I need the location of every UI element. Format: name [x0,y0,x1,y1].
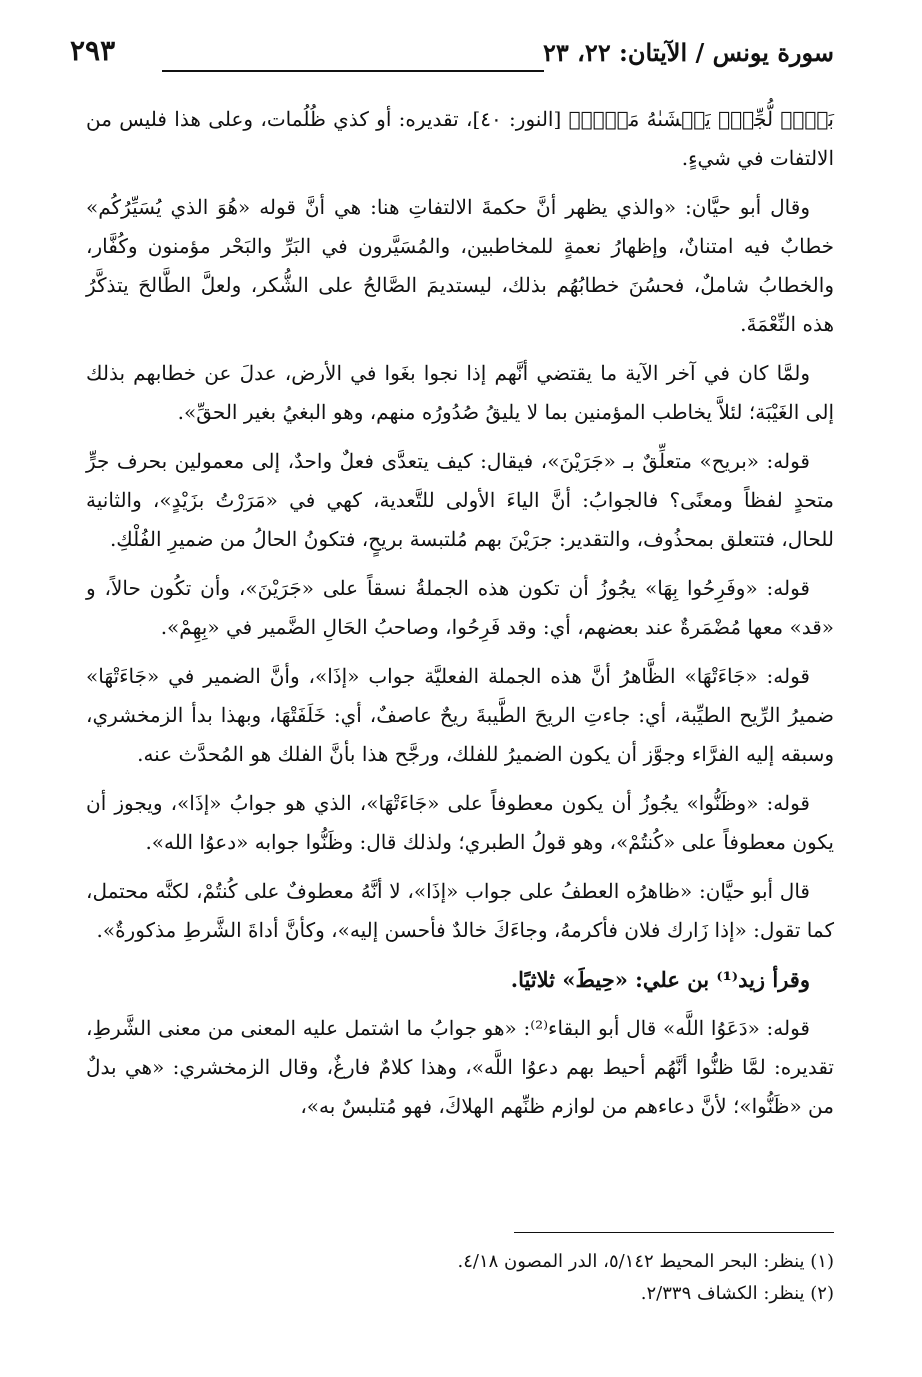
paragraph: قوله: «بريح» متعلِّقٌ بـ «جَرَيْنَ»، فيقال: كيف يتعدَّى فعلٌ واحدٌ، إلى معمولين بحرف جرٍّ متحدٍ لفظاً ومعنًى؟ فالجوابُ: أنَّ الياءَ الأولى للتَّعدية، كهي في «مَرَرْتُ بزَيْدٍ»، والثانية للحال، فتتعلق بمحذُوف، والتقدير: جرَيْنَ بهم مُلتبسة بريحٍ، فتكونُ الحالُ من ضميرِ الفُلْكِ. [86,449,834,551]
footnote-item: (٢) ينظر: الكشاف ٢/٣٣٩. [640,1283,834,1304]
reading-variant-heading: وقرأ زيد⁽¹⁾ بن علي: «حِيطَ» ثلاثيًا. [510,967,810,992]
header-rule [162,70,544,72]
page-number: ٢٩٣ [70,34,116,67]
footnotes [86,1246,834,1310]
paragraph: ولمَّا كان في آخر الآية ما يقتضي أنَّهم إذا نجوا بغَوا في الأرض، عدلَ عن خطابهم بذلك إلى الغَيْبَة؛ لئلاَّ يخاطب المؤمنين بما لا يليقُ صُدُورُه منهم، وهو البغيُ بغير الحقِّ». [86,361,834,424]
paragraph: قوله: «جَاءَتْهَا» الظَّاهرُ أنَّ هذه الجملة الفعليَّة جواب «إذَا»، وأنَّ الضمير في «جَاءَتْهَا» ضميرُ الرِّيح الطيِّبة، أي: جاءتِ الريحَ الطَّيبةَ ريحٌ عاصفٌ، أي: خَلَفَتْهَا، وبهذا بدأ الزمخشري، وسبقه إليه الفرَّاء وجوَّز أن يكون الضميرُ للفلك، ورجَّح هذا بأنَّ الفلك هو المُحدَّث عنه. [86,664,834,766]
page-header [70,28,834,74]
paragraph: قال أبو حيَّان: «ظاهرُه العطفُ على جواب «إذَا»، لا أنَّهُ معطوفٌ على كُنتُمْ، لكنَّه محتمل، كما تقول: «إذا زَارك فلان فأكرمهُ، وجاءَكَ خالدٌ فأحسن إليه»، وكأنَّ أداةَ الشَّرطِ مذكورةٌ». [86,879,834,942]
paragraph: قوله: «دَعَوُا اللَّه» قال أبو البقاء⁽²⁾: «هو جوابُ ما اشتمل عليه المعنى من معنى الشَّرطِ، تقديره: لمَّا ظنُّوا أنَّهُم أحيط بهم دعوُا اللَّه»، وهذا كلامٌ فارغٌ، وقال الزمخشري: «هي بدلٌ من «ظَنُّوا»؛ لأنَّ دعاءهم من لوازم ظنِّهم الهلاكَ، فهو مُتلبسٌ به»، [86,1016,834,1118]
footnote-rule [514,1232,834,1233]
paragraph: وقال أبو حيَّان: «والذي يظهر أنَّ حكمةَ الالتفاتِ هنا: هي أنَّ قوله «هُوَ الذي يُسَيِّرُكُم» خطابٌ فيه امتنانٌ، وإظهارُ نعمةٍ للمخاطبين، والمُسَيَّرون في البَرِّ والبَحْر مؤمنون وكُفَّار، والخطابُ شاملٌ، فحسُنَ خطابُهُم بذلك، ليستديمَ الصَّالحُ على الشُّكر، ولعلَّ الطَّالحَ يتذكَّرُ هذه النِّعْمَةَ. [86,195,834,336]
running-header-title: سورة يونس / الآيتان: ٢٢، ٢٣ [543,38,834,67]
paragraph: قوله: «وفَرِحُوا بِهَا» يجُوزُ أن تكون هذه الجملةُ نسقاً على «جَرَيْنَ»، وأن تكُون حالاً، و «قد» معها مُضْمَرةٌ عند بعضهم، أي: وقد فَرِحُوا، وصاحبُ الحَالِ الضَّمير في «بِهِمْ». [86,576,834,639]
paragraph-continuation: بَحۡرٖ لُّجِّيّٖ يَغۡشَىٰهُ مَوۡجٞ﴾ [النور: ٤٠]، تقديره: أو كذي ظُلُمات، وعلى هذا فليس من الالتفات في شيءٍ. [86,107,835,170]
main-text [86,100,834,1136]
paragraph: قوله: «وظَنُّوا» يجُوزُ أن يكون معطوفاً على «جَاءَتْهَا»، الذي هو جوابُ «إذَا»، ويجوز أن يكون معطوفاً على «كُنتُمْ»، وهو قولُ الطبري؛ ولذلك قال: وظَنُّوا جوابه «دعوُا الله». [86,791,834,854]
footnote-item: (١) ينظر: البحر المحيط ٥/١٤٢، الدر المصون ٤/١٨. [457,1251,834,1272]
